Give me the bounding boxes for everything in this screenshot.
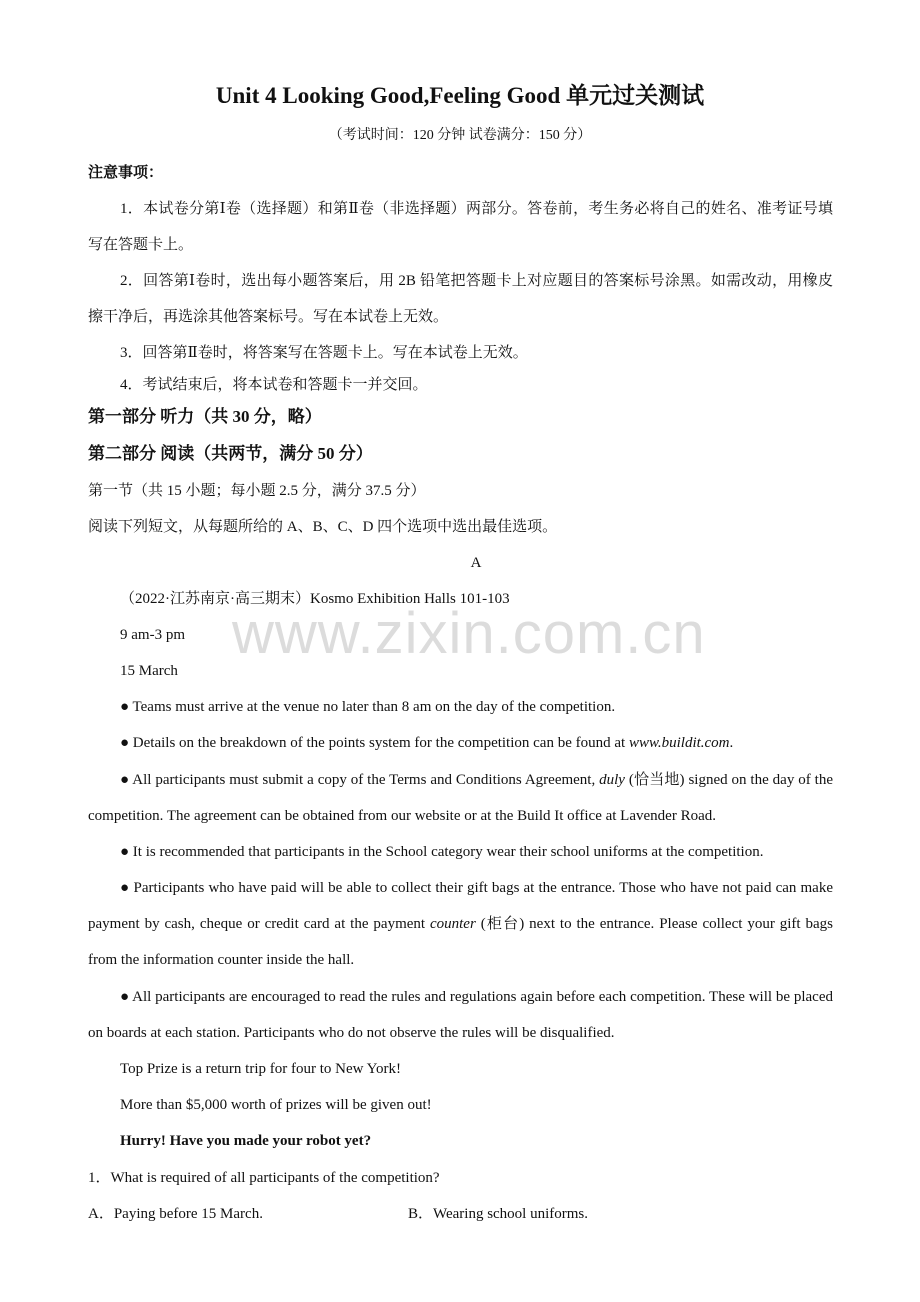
rule-bullet-3-rest: (恰当地) signed on the day of the competition. The agreement can be obtained from our website or at the Build It office at Lavender Road.	[88, 772, 833, 824]
rule-bullet-2-text: ● Details on the breakdown of the points system for the competition can be found at	[120, 735, 629, 751]
rule-bullet-2	[120, 733, 733, 753]
rule-bullet-5	[88, 870, 833, 978]
passage-label: A	[470, 555, 482, 571]
note-item-2-text: 2．回答第Ⅰ卷时，选出每小题答案后，用 2B 铅笔把答题卡上对应题目的答案标号涂黑。如需改动，用橡皮擦干净后，再选涂其他答案标号。写在本试卷上无效。	[88, 273, 833, 325]
top-prize-line: Top Prize is a return trip for four to New York!	[120, 1061, 401, 1077]
part-1-heading: 第一部分 听力（共 30 分，略）	[88, 407, 322, 426]
exam-info: （考试时间：120 分钟 试卷满分：150 分）	[328, 128, 592, 143]
closing-line: Hurry! Have you made your robot yet?	[120, 1133, 372, 1149]
rule-bullet-5-emphasis: counter	[429, 916, 476, 932]
rule-bullet-3-text: ● All participants must submit a copy of the Terms and Conditions Agreement,	[120, 772, 600, 788]
passage-source-line: （2022·江苏南京·高三期末）Kosmo Exhibition Halls 101-103	[120, 591, 510, 607]
event-date: 15 March	[120, 663, 178, 679]
rule-bullet-3-emphasis: duly	[599, 772, 625, 788]
note-item-2	[88, 263, 833, 335]
part-2-heading: 第二部分 阅读（共两节，满分 50 分）	[88, 444, 373, 463]
event-time: 9 am-3 pm	[120, 627, 185, 643]
question-1-stem: 1．What is required of all participants of the competition?	[88, 1170, 440, 1186]
rule-bullet-6	[88, 979, 833, 1051]
rule-bullet-4: ● It is recommended that participants in the School category wear their school uniforms at the competition.	[120, 844, 764, 860]
note-item-4: 4．考试结束后，将本试卷和答题卡一并交回。	[120, 377, 428, 393]
rule-bullet-3	[88, 762, 833, 834]
prizes-line: More than $5,000 worth of prizes will be given out!	[120, 1097, 432, 1113]
note-item-3: 3．回答第Ⅱ卷时，将答案写在答题卡上。写在本试卷上无效。	[120, 345, 528, 361]
reading-instruction: 阅读下列短文，从每题所给的 A、B、C、D 四个选项中选出最佳选项。	[88, 519, 558, 535]
note-item-1	[88, 191, 833, 263]
page-title: Unit 4 Looking Good,Feeling Good 单元过关测试	[215, 83, 705, 108]
website-link[interactable]: www.buildit.com	[628, 735, 730, 751]
question-1-option-b: B．Wearing school uniforms.	[408, 1206, 589, 1222]
rule-bullet-5-text: ● Participants who have paid will be able to collect their gift bags at the entrance. Those who have not paid can make payment by cash, cheque or credit card at the payment	[88, 880, 833, 932]
rule-bullet-6-text: ● All participants are encouraged to read the rules and regulations again before each competition. These will be placed on boards at each station. Participants who do not observe the rules will be disqualified.	[88, 989, 833, 1041]
rule-bullet-5-rest: (柜台) next to the entrance. Please collect your gift bags from the information counter inside the hall.	[88, 916, 833, 968]
notes-heading: 注意事项：	[88, 165, 164, 181]
rule-bullet-1: ● Teams must arrive at the venue no later than 8 am on the day of the competition.	[120, 699, 616, 715]
question-1-option-a: A．Paying before 15 March.	[88, 1206, 263, 1222]
section-1-heading: 第一节（共 15 小题；每小题 2.5 分，满分 37.5 分）	[88, 483, 426, 499]
note-item-1-text: 1．本试卷分第Ⅰ卷（选择题）和第Ⅱ卷（非选择题）两部分。答卷前，考生务必将自己的姓名、准考证号填写在答题卡上。	[88, 201, 833, 253]
rule-bullet-2-end: .	[729, 735, 734, 751]
watermark: www.zixin.com.cn	[232, 601, 706, 666]
